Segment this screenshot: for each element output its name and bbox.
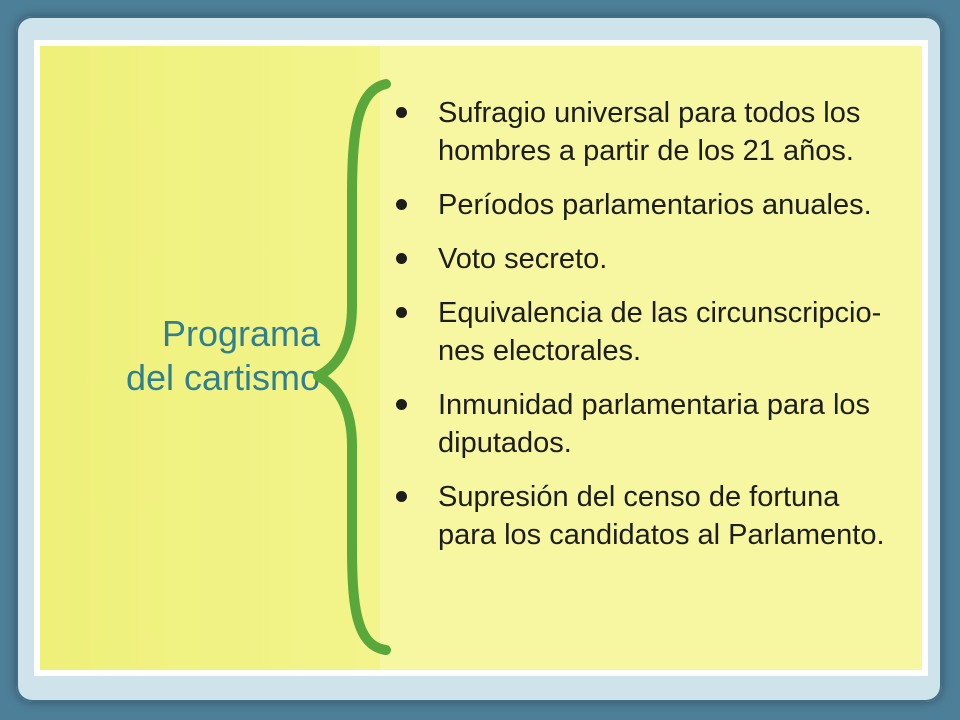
list-item-line2: para los candidatos al Parlamento. [438,519,885,551]
list-item [392,386,912,462]
program-title [70,312,320,400]
list-item-line1: Voto secreto. [438,243,608,275]
bullet-icon [396,307,407,318]
list-item [392,186,912,224]
bullet-icon [396,107,407,118]
list-item [392,478,912,554]
list-item-line2: hombres a partir de los 21 años. [438,135,854,167]
list-item [392,94,912,170]
list-item [392,240,912,278]
list-item-line1: Inmunidad parlamentaria para los [438,389,871,421]
list-item-line1: Supresión del censo de fortuna [438,481,840,513]
list-item-line1: Sufragio universal para todos los [438,97,861,129]
slide-content [40,46,922,670]
list-item-line2: nes electorales. [438,335,642,367]
program-title-line1: Programa [161,313,320,354]
curly-brace-icon [308,76,398,656]
bullet-icon [396,399,407,410]
program-title-line2: del cartismo [125,357,320,398]
bullet-icon [396,491,407,502]
list-item-line1: Períodos parlamentarios anuales. [438,189,872,221]
bullet-icon [396,253,407,264]
bullet-icon [396,199,407,210]
list-item-line1: Equivalencia de las circunscripcio- [438,297,882,329]
list-item-line2: diputados. [438,427,572,459]
list-item [392,294,912,370]
bullet-list [392,94,912,570]
